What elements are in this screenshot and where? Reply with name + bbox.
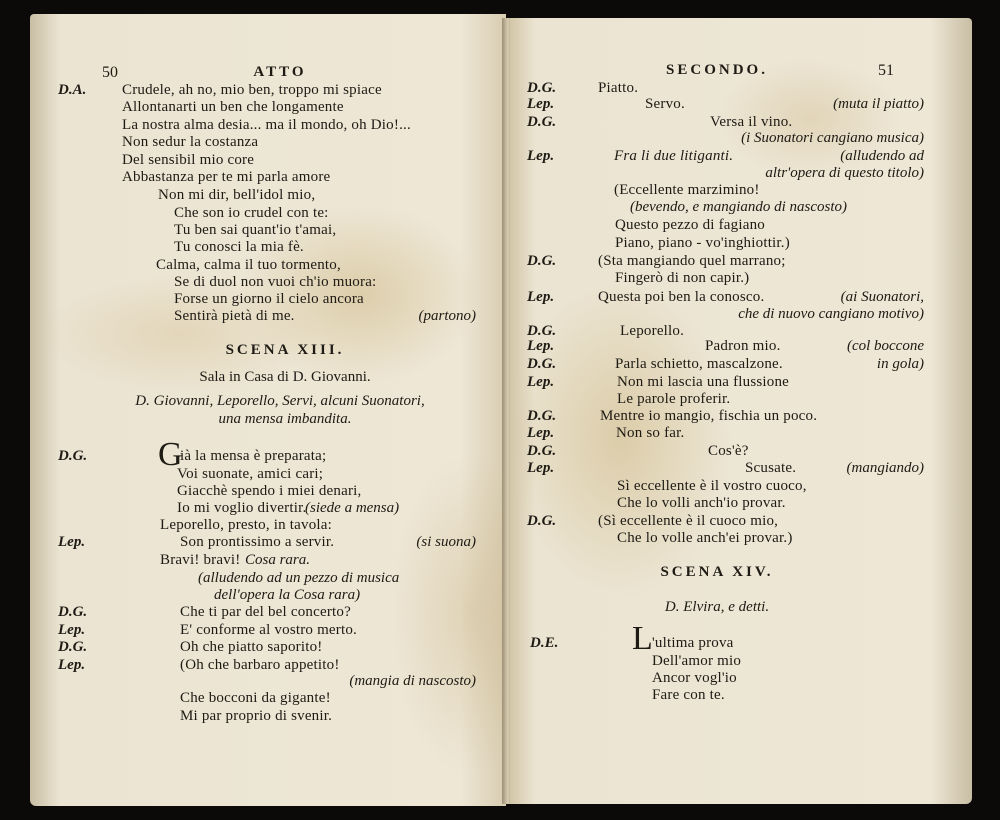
speaker-label: D.G. bbox=[527, 323, 557, 339]
verse-line: Cos'è? bbox=[708, 443, 749, 459]
speaker-label: Lep. bbox=[527, 289, 555, 305]
scene-title: SCENA XIII. bbox=[225, 342, 345, 358]
verse-line: Ancor vogl'io bbox=[652, 670, 737, 686]
verse-line: Leporello. bbox=[620, 323, 685, 339]
verse-line: Questa poi ben la conosco. bbox=[598, 289, 765, 305]
speaker-label: D.G. bbox=[527, 443, 557, 459]
verse-line: Leporello, presto, in tavola: bbox=[160, 517, 333, 533]
verse-line: Che bocconi da gigante! bbox=[180, 690, 331, 706]
verse-line: Del sensibil mio core bbox=[122, 152, 255, 168]
stage-direction: (si suona) bbox=[416, 534, 476, 550]
speaker-label: Lep. bbox=[527, 425, 555, 441]
verse-line: (Sì eccellente è il cuoco mio, bbox=[598, 513, 779, 529]
stage-direction: (partono) bbox=[418, 308, 476, 324]
verse-line: Non sedur la costanza bbox=[122, 134, 259, 150]
verse-line: Che lo volli anch'io provar. bbox=[617, 495, 786, 511]
speaker-label: D.G. bbox=[527, 114, 557, 130]
verse-line: Giacchè spendo i miei denari, bbox=[177, 483, 362, 499]
speaker-label: D.G. bbox=[527, 253, 557, 269]
verse-line: Abbastanza per te mi parla amore bbox=[122, 169, 331, 185]
scene-setting: Sala in Casa di D. Giovanni. bbox=[199, 369, 371, 385]
verse-line: Scusate. bbox=[745, 460, 797, 476]
verse-line: Fra li due litiganti. bbox=[614, 148, 734, 164]
left-page bbox=[30, 14, 506, 806]
stage-direction: (muta il piatto) bbox=[833, 96, 924, 112]
speaker-label: D.G. bbox=[527, 513, 557, 529]
stage-direction: (col boccone bbox=[846, 338, 924, 354]
verse-line: Piatto. bbox=[598, 80, 639, 96]
verse-line: Io mi voglio divertir. bbox=[177, 500, 307, 516]
drop-cap: L bbox=[632, 620, 653, 657]
verse-line: Voi suonate, amici cari; bbox=[177, 466, 324, 482]
stage-direction: che di nuovo cangiano motivo) bbox=[738, 306, 924, 322]
verse-line: Tu ben sai quant'io t'amai, bbox=[174, 222, 337, 238]
verse-line: E' conforme al vostro merto. bbox=[180, 622, 358, 638]
verse-line: Sì eccellente è il vostro cuoco, bbox=[617, 478, 807, 494]
speaker-label: Lep. bbox=[527, 148, 555, 164]
speaker-label: Lep. bbox=[527, 374, 555, 390]
page-number: 51 bbox=[878, 62, 894, 79]
verse-line: Servo. bbox=[645, 96, 685, 112]
verse-line: Se di duol non vuoi ch'io muora: bbox=[174, 274, 377, 290]
drop-cap: G bbox=[158, 436, 183, 473]
verse-line: Non mi lascia una flussione bbox=[617, 374, 790, 390]
verse-line: Che lo volle anch'ei provar.) bbox=[617, 530, 793, 546]
verse-line: Bravi! bravi! bbox=[160, 552, 241, 568]
stage-direction: (i Suonatori cangiano musica) bbox=[741, 130, 924, 146]
stage-direction: (mangia di nascosto) bbox=[349, 673, 476, 689]
verse-line: ià la mensa è preparata; bbox=[180, 448, 327, 464]
verse-line: Che son io crudel con te: bbox=[174, 205, 329, 221]
stage-direction: dell'opera la Cosa rara) bbox=[214, 587, 361, 603]
verse-line: (Oh che barbaro appetito! bbox=[180, 657, 340, 673]
verse-line: Fare con te. bbox=[652, 687, 725, 703]
verse-line: Che ti par del bel concerto? bbox=[180, 604, 351, 620]
scene-title: SCENA XIV. bbox=[660, 564, 774, 580]
speaker-label: Lep. bbox=[527, 460, 555, 476]
speaker-label: D.G. bbox=[527, 80, 557, 96]
verse-line: Mi par proprio di svenir. bbox=[180, 708, 333, 724]
speaker-label: Lep. bbox=[527, 96, 555, 112]
speaker-label: D.G. bbox=[527, 408, 557, 424]
verse-line: Calma, calma il tuo tormento, bbox=[156, 257, 341, 273]
verse-line: Tu conosci la mia fè. bbox=[174, 239, 304, 255]
speaker-label: D.G. bbox=[58, 604, 88, 620]
stage-direction: (alludendo ad bbox=[840, 148, 924, 164]
stage-direction: (siede a mensa) bbox=[305, 500, 400, 516]
verse-line: Sentirà pietà di me. bbox=[174, 308, 295, 324]
characters-list-cont: una mensa imbandita. bbox=[218, 411, 352, 427]
verse-line: Non so far. bbox=[616, 425, 685, 441]
running-head: SECONDO. bbox=[666, 62, 768, 78]
verse-line: (Eccellente marzimino! bbox=[614, 182, 760, 198]
verse-line: Crudele, ah no, mio ben, troppo mi spiace bbox=[122, 82, 382, 98]
verse-line: Fingerò di non capir.) bbox=[615, 270, 750, 286]
characters-list: D. Elvira, e detti. bbox=[664, 599, 770, 615]
right-page bbox=[510, 18, 972, 804]
speaker-label: Lep. bbox=[527, 338, 555, 354]
verse-line: Le parole proferir. bbox=[617, 391, 731, 407]
verse-line: Piano, piano - vo'inghiottir.) bbox=[615, 235, 790, 251]
verse-line: 'ultima prova bbox=[652, 635, 734, 651]
stage-direction: Cosa rara. bbox=[245, 552, 311, 568]
speaker-label: D.G. bbox=[58, 639, 88, 655]
stage-direction: altr'opera di questo titolo) bbox=[765, 165, 924, 181]
verse-line: Mentre io mangio, fischia un poco. bbox=[600, 408, 818, 424]
stage-direction: (mangiando) bbox=[846, 460, 924, 476]
running-head: ATTO bbox=[253, 64, 307, 80]
verse-line: Dell'amor mio bbox=[652, 653, 742, 669]
speaker-label: Lep. bbox=[58, 622, 86, 638]
verse-line: Parla schietto, mascalzone. bbox=[615, 356, 783, 372]
verse-line: Questo pezzo di fagiano bbox=[615, 217, 765, 233]
speaker-label: D.A. bbox=[58, 82, 87, 98]
verse-line: Padron mio. bbox=[705, 338, 781, 354]
speaker-label: Lep. bbox=[58, 657, 86, 673]
verse-line: Versa il vino. bbox=[710, 114, 793, 130]
speaker-label: Lep. bbox=[58, 534, 86, 550]
stage-direction: (bevendo, e mangiando di nascosto) bbox=[630, 199, 848, 215]
page-number: 50 bbox=[102, 64, 118, 81]
verse-line: (Sta mangiando quel marrano; bbox=[598, 253, 786, 269]
verse-line: Oh che piatto saporito! bbox=[180, 639, 323, 655]
verse-line: Allontanarti un ben che longamente bbox=[122, 99, 344, 115]
verse-line: Non mi dir, bell'idol mio, bbox=[158, 187, 316, 203]
speaker-label: D.G. bbox=[58, 448, 88, 464]
speaker-label: D.G. bbox=[527, 356, 557, 372]
speaker-label: D.E. bbox=[530, 635, 559, 651]
stage-direction: (ai Suonatori, bbox=[840, 289, 924, 305]
verse-line: Son prontissimo a servir. bbox=[180, 534, 335, 550]
stage-direction: (alludendo ad un pezzo di musica bbox=[198, 570, 400, 586]
verse-line: Forse un giorno il cielo ancora bbox=[174, 291, 364, 307]
stage-direction: in gola) bbox=[876, 356, 924, 372]
verse-line: La nostra alma desia... ma il mondo, oh Dio!... bbox=[122, 117, 411, 133]
characters-list: D. Giovanni, Leporello, Servi, alcuni Suonatori, bbox=[135, 393, 425, 409]
